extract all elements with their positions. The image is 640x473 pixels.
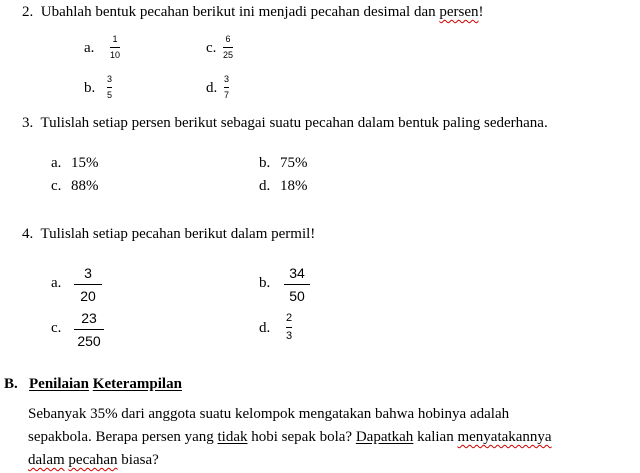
fraction-bar: [74, 284, 102, 285]
paragraph-line-2: [28, 429, 552, 446]
fraction-bar: [286, 327, 292, 328]
fraction-bar: [223, 47, 233, 48]
item-label: d.: [259, 178, 271, 194]
numerator: 6: [225, 34, 231, 44]
question-text: Ubahlah bentuk pecahan berikut ini menjadi pecahan desimal dan: [40, 4, 440, 20]
item-label: d.: [206, 80, 218, 96]
item-value: 75%: [280, 155, 308, 171]
item-label: c.: [206, 40, 217, 56]
section-b-heading: [4, 376, 182, 393]
fraction-bar: [284, 284, 310, 285]
numerator: 3: [84, 265, 92, 281]
item-label: c.: [51, 320, 62, 336]
question-3: [22, 115, 548, 132]
fraction-d: [286, 313, 292, 342]
denominator: 25: [223, 50, 234, 60]
fraction-bar: [110, 47, 120, 48]
question-punct: !: [478, 4, 484, 20]
question-number: 3.: [22, 115, 34, 131]
item-value: 88%: [71, 178, 99, 194]
denominator: 7: [224, 90, 230, 100]
paragraph-line-3: [28, 452, 159, 469]
numerator: 1: [112, 34, 118, 44]
spellcheck-word: Dapatkah: [355, 429, 414, 445]
question-text: Tulislah setiap persen berikut sebagai suatu pecahan dalam bentuk paling sederhana.: [40, 115, 548, 131]
text-span: hobi sepak bola?: [247, 429, 356, 445]
numerator: 3: [224, 74, 230, 84]
text-span: sepakbola. Berapa persen yang: [28, 429, 218, 445]
item-label: c.: [51, 178, 62, 194]
section-title-word: Keterampilan: [92, 376, 182, 392]
numerator: 23: [81, 310, 97, 326]
fraction-b: [107, 75, 112, 100]
denominator: 3: [286, 330, 293, 342]
denominator: 5: [107, 90, 113, 100]
question-text: Tulislah setiap pecahan berikut dalam permil!: [40, 226, 316, 242]
item-label: b.: [259, 155, 271, 171]
denominator: 10: [110, 50, 121, 60]
section-letter: B.: [4, 376, 18, 392]
text-span: kalian: [413, 429, 458, 445]
item-label: b.: [259, 275, 271, 291]
fraction-c: [223, 35, 233, 60]
fraction-d: [224, 75, 229, 100]
spellcheck-word: menyatakannya: [457, 429, 552, 445]
spellcheck-word: persen: [439, 4, 479, 20]
numerator: 3: [107, 74, 113, 84]
question-number: 2.: [22, 4, 34, 20]
numerator: 34: [289, 265, 305, 281]
fraction-bar: [107, 87, 112, 88]
fraction-bar: [224, 87, 229, 88]
text-span: biasa?: [117, 452, 159, 468]
spellcheck-word: dalam: [28, 452, 65, 468]
question-2: [22, 4, 484, 21]
item-value: 18%: [280, 178, 308, 194]
item-label: b.: [84, 80, 96, 96]
item-label: a.: [51, 155, 62, 171]
question-number: 4.: [22, 226, 34, 242]
numerator: 2: [286, 312, 293, 324]
denominator: 20: [80, 288, 96, 304]
denominator: 50: [289, 288, 305, 304]
item-label: a.: [84, 40, 95, 56]
paragraph-line-1: Sebanyak 35% dari anggota suatu kelompok mengatakan bahwa hobinya adalah: [28, 406, 510, 422]
item-label: a.: [51, 275, 62, 291]
fraction-bar: [74, 329, 104, 330]
section-title-word: Penilaian: [29, 376, 90, 392]
item-label: d.: [259, 320, 271, 336]
fraction-a: [110, 35, 120, 60]
denominator: 250: [77, 333, 101, 349]
fraction-b: [284, 266, 310, 303]
question-4: [22, 226, 315, 243]
spellcheck-word: pecahan: [68, 452, 118, 468]
fraction-a: [74, 266, 102, 303]
fraction-c: [74, 311, 104, 348]
item-value: 15%: [71, 155, 99, 171]
underlined-word: tidak: [217, 429, 248, 445]
